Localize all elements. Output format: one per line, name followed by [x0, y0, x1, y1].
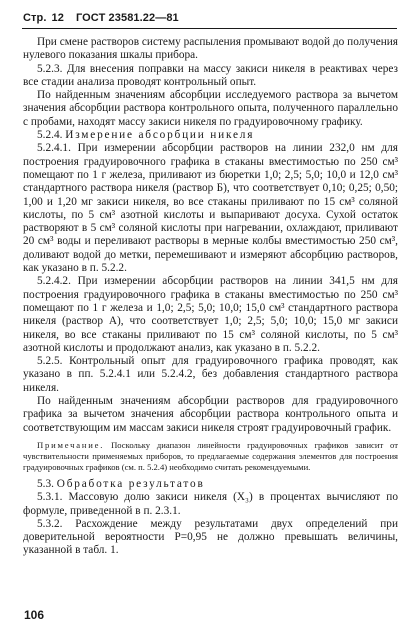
section-number: 5.2.4.	[37, 129, 63, 142]
section-title-5-3: Обработка результатов	[56, 477, 205, 490]
note-text: Поскольку диапазон линейности градуировочных графиков зависит от чувствительности применяемых приборов, то предлагаемые содержания элементов для построения градуировочных графиков (см. п. 5.2.4) необходимо считать рекомендуемыми.	[23, 439, 398, 472]
header-page-number: 12	[51, 12, 64, 24]
paragraph-5-2-4-1: 5.2.4.1. При измерении абсорбции растворов на линии 232,0 нм для построения градуировочного графика в стаканы вместимостью по 250 см³ помещают по 1 г железа, приливают из бюретки 1,0; 2,5; 5,0; 10,0 и 12,0 см³ стандартного раствора никеля (раствор Б), что соответствует 0,10; 0,25; 0,50; 1,00 и 1,20 мг закиси никеля, во все стаканы приливают по 15 см³ соляной кислоты, по 5 см³ азотной кислоты и выпаривают досуха. Сухой остаток растворяют в 5 см³ соляной кислоты при нагревании, охлаждают, приливают 20 см³ воды и переливают растворы в мерные колбы вместимостью 250 см³, доливают водой до метки, перемешивают и измеряют абсорбцию растворов, как указано в п. 5.2.2.	[23, 142, 398, 275]
paragraph-control-result: По найденным значениям абсорбции исследуемого раствора за вычетом значения абсорбции раствора контрольного опыта, полученного параллельно с пробами, находят массу закиси никеля по градуировочному графику.	[23, 89, 398, 128]
paragraph-5-3-1: 5.3.1. Массовую долю закиси никеля (X₃) в процентах вычисляют по формуле, приведенной в п. 2.3.1.	[23, 491, 398, 517]
paragraph-5-2-4-2: 5.2.4.2. При измерении абсорбции растворов на линии 341,5 нм для построения градуировочного графика в стаканы вместимостью по 250 см³ помещают по 1 г железа и 1,0; 2,5; 5,0; 10,0; 15,0 см³ стандартного раствора никеля (раствор А), что соответствует 1,0; 2,5; 5,0; 10,0; 15,0 мг закиси никеля, во все стаканы приливают по 15 см³ соляной кислоты, по 5 см³ азотной кислоты и продолжают анализ, как указано в п. 5.2.2.	[23, 275, 398, 354]
paragraph-spray-flush: При смене растворов систему распыления промывают водой до получения нулевого показания шкалы прибора.	[23, 36, 398, 62]
footer-page-number: 106	[24, 608, 45, 622]
page-label: Стр.	[23, 12, 47, 24]
note-label: Примечание.	[37, 439, 105, 450]
section-heading-5-2-4	[23, 129, 398, 142]
paragraph-calibration-graph: По найденным значениям абсорбции растворов для градуировочного графика за вычетом значения абсорбции раствора контрольного опыта и соответствующим им массам закиси никеля строят градуировочный график.	[23, 395, 398, 434]
note	[23, 440, 398, 473]
header-rule	[22, 28, 397, 29]
section-number-5-3: 5.3.	[37, 477, 54, 490]
section-heading-5-3	[23, 478, 398, 491]
standard-designation: ГОСТ 23581.22—81	[75, 12, 179, 24]
paragraph-5-2-3: 5.2.3. Для внесения поправки на массу закиси никеля в реактивах через все стадии анализа проводят контрольный опыт.	[23, 62, 398, 88]
running-header	[23, 12, 403, 28]
paragraph-5-3-2: 5.3.2. Расхождение между результатами двух определений при доверительной вероятности P=0,95 не должно превышать величины, указанной в табл. 1.	[23, 517, 398, 557]
section-title: Измерение абсорбции никеля	[65, 129, 255, 142]
document-body	[23, 36, 398, 558]
paragraph-5-2-5: 5.2.5. Контрольный опыт для градуировочного графика проводят, как указано в пп. 5.2.4.1 или 5.2.4.2, без добавления стандартного раствора никеля.	[23, 355, 398, 394]
